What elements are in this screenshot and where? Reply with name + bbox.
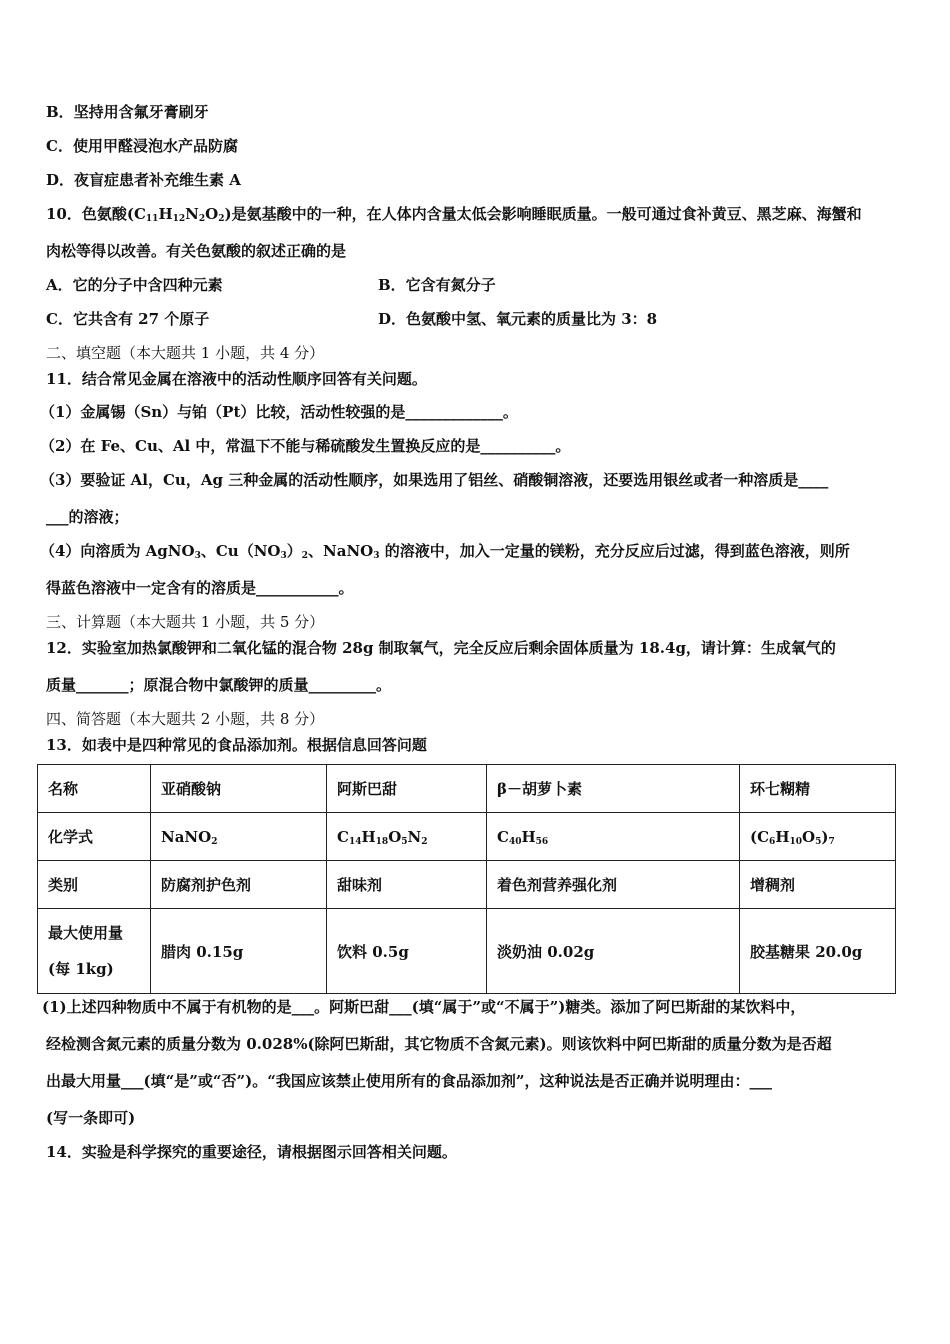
table-row-name bbox=[38, 765, 896, 813]
section-3-heading: 三、计算题（本大题共 1 小题，共 5 分） bbox=[46, 613, 325, 631]
q13-answer-line2: 经检测含氮元素的质量分数为 0.028%(除阿巴斯甜，其它物质不含氮元素)。则该饮料中阿巴斯甜的质量分数为是否超 bbox=[46, 1035, 832, 1053]
max-usage-unit: (每 1kg) bbox=[48, 960, 114, 978]
table-cell: 防腐剂护色剂 bbox=[151, 861, 327, 909]
q10-option-c: C．它共含有 27 个原子 bbox=[46, 310, 210, 328]
table-cell: 化学式 bbox=[38, 813, 151, 861]
section-2-heading: 二、填空题（本大题共 1 小题，共 4 分） bbox=[46, 344, 325, 362]
table-cell: 名称 bbox=[38, 765, 151, 813]
table-cell: 腊肉 0.15g bbox=[151, 909, 327, 994]
table-cell: 淡奶油 0.02g bbox=[487, 909, 740, 994]
table-cell: 阿斯巴甜 bbox=[327, 765, 487, 813]
formula-beta-carotene: $C_{40}H_{56}$ bbox=[487, 813, 740, 861]
table-row-category bbox=[38, 861, 896, 909]
table-row-formula bbox=[38, 813, 896, 861]
q11-part-1: （1）金属锡（Sn）与铂（Pt）比较，活动性较强的是_____________。 bbox=[40, 403, 518, 421]
q10-option-d: D．色氨酸中氢、氧元素的质量比为 3：8 bbox=[378, 310, 658, 328]
q11-stem: 11．结合常见金属在溶液中的活动性顺序回答有关问题。 bbox=[46, 370, 427, 388]
q13-answer-line3: 出最大用量___(填“是”或“否”)。“我国应该禁止使用所有的食品添加剂”，这种说法是否正确并说明理由：___ bbox=[46, 1072, 772, 1090]
table-cell: 胶基糖果 20.0g bbox=[740, 909, 896, 994]
q11-part-3-line2: ___的溶液； bbox=[46, 508, 129, 526]
q13-stem: 13．如表中是四种常见的食品添加剂。根据信息回答问题 bbox=[46, 736, 427, 754]
table-cell: 甜味剂 bbox=[327, 861, 487, 909]
q10-stem-line1: 10．色氨酸$(C_{11}H_{12}N_2O_2)$是氨基酸中的一种，在人体内含量太低会影响睡眠质量。一般可通过食补黄豆、黑芝麻、海蟹和 bbox=[46, 205, 862, 224]
q10-option-b: B．它含有氮分子 bbox=[378, 276, 496, 294]
q9-option-b: B．坚持用含氟牙膏刷牙 bbox=[46, 103, 209, 121]
q11-part-2: （2）在 Fe、Cu、Al 中，常温下不能与稀硫酸发生置换反应的是__________。 bbox=[40, 437, 571, 455]
q11-part-3-line1: （3）要验证 Al，Cu，Ag 三种金属的活动性顺序，如果选用了铝丝、硝酸铜溶液，还要选用银丝或者一种溶质是____ bbox=[40, 471, 829, 489]
table-cell: 饮料 0.5g bbox=[327, 909, 487, 994]
q11-part-4-line2: 得蓝色溶液中一定含有的溶质是___________。 bbox=[46, 579, 354, 597]
q13-answer-line4: (写一条即可) bbox=[46, 1109, 136, 1127]
section-4-heading: 四、简答题（本大题共 2 小题，共 8 分） bbox=[46, 710, 325, 728]
table-cell: 亚硝酸钠 bbox=[151, 765, 327, 813]
q11-part-4-line1: （4）向溶质为 AgNO$_3$、$Cu(NO_3)_2$、NaNO$_3$ 的溶液中，加入一定量的镁粉，充分反应后过滤，得到蓝色溶液，则所 bbox=[40, 542, 850, 561]
table-cell bbox=[38, 909, 151, 994]
q9-option-d: D．夜盲症患者补充维生素 A bbox=[46, 171, 241, 189]
q14-stem: 14．实验是科学探究的重要途径，请根据图示回答相关问题。 bbox=[46, 1143, 457, 1161]
q10-stem-line2: 肉松等得以改善。有关色氨酸的叙述正确的是 bbox=[46, 242, 347, 260]
formula-aspartame: $C_{14}H_{18}O_5N_2$ bbox=[327, 813, 487, 861]
table-cell: 着色剂营养强化剂 bbox=[487, 861, 740, 909]
table-cell: β－胡萝卜素 bbox=[487, 765, 740, 813]
formula-sodium-nitrite: NaNO$_2$ bbox=[151, 813, 327, 861]
q12-line1: 12．实验室加热氯酸钾和二氧化锰的混合物 28g 制取氧气，完全反应后剩余固体质量为 18.4g，请计算：生成氧气的 bbox=[46, 639, 836, 657]
q10-option-a: A．它的分子中含四种元素 bbox=[46, 276, 223, 294]
q9-option-c: C．使用甲醛浸泡水产品防腐 bbox=[46, 137, 238, 155]
table-row-max-usage bbox=[38, 909, 896, 994]
table-cell: 增稠剂 bbox=[740, 861, 896, 909]
max-usage-label: 最大使用量 bbox=[48, 924, 124, 942]
table-cell: 环七糊精 bbox=[740, 765, 896, 813]
formula-cycloheptadextrin: $(C_6H_{10}O_5)_7$ bbox=[740, 813, 896, 861]
table-cell: 类别 bbox=[38, 861, 151, 909]
q13-answer-line1: (1)上述四种物质中不属于有机物的是___。阿斯巴甜___(填“属于”或“不属于”)糖类。添加了阿巴斯甜的某饮料中， bbox=[42, 998, 806, 1016]
q12-line2: 质量_______；原混合物中氯酸钾的质量_________。 bbox=[46, 676, 392, 694]
food-additives-table bbox=[37, 764, 896, 994]
